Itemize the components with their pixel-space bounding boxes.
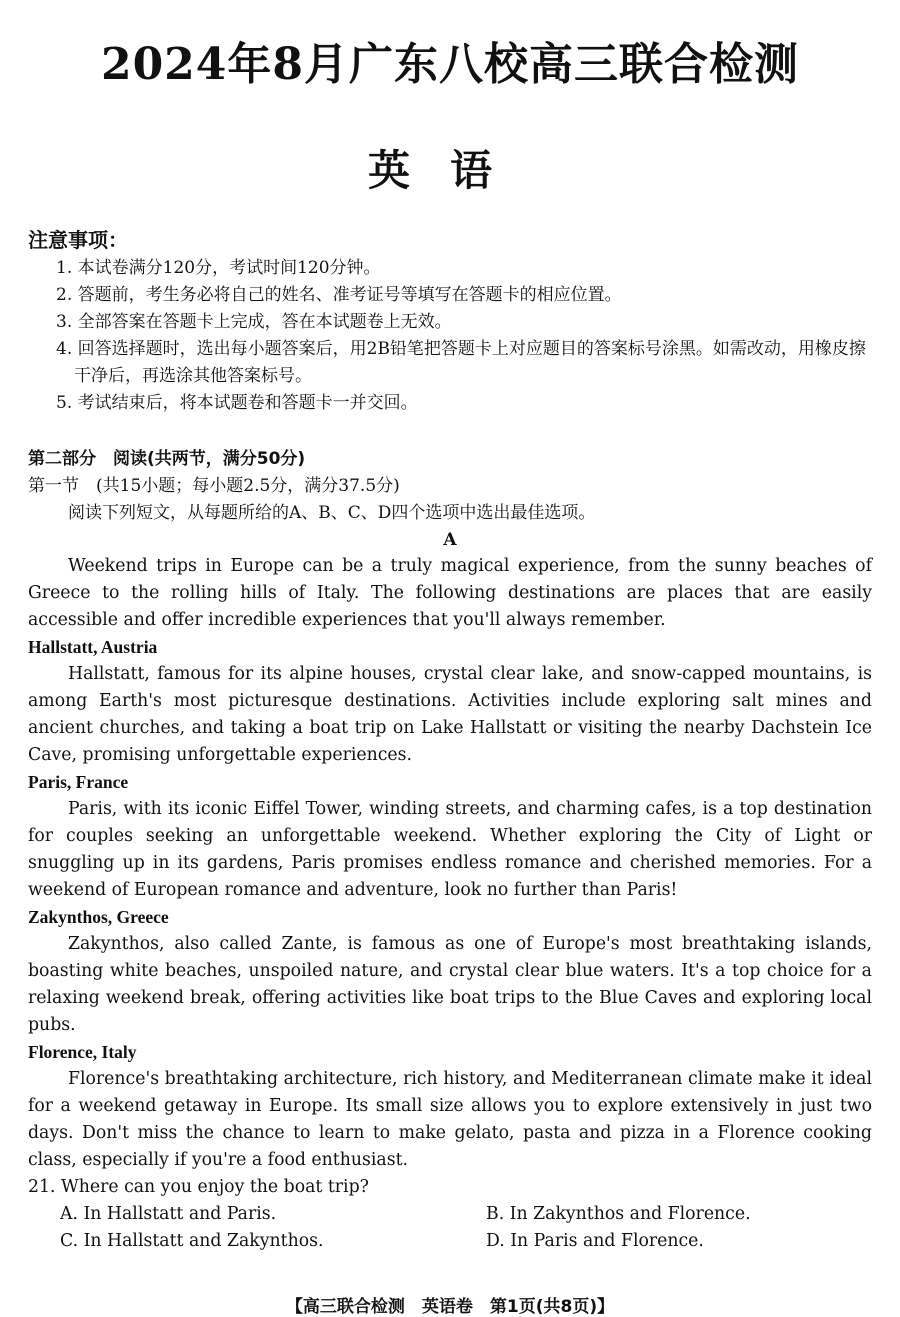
option-a: A. In Hallstatt and Paris. xyxy=(60,1204,277,1224)
place-heading: Zakynthos, Greece xyxy=(28,907,169,927)
notice-item: 1. 本试卷满分120分，考试时间120分钟。 xyxy=(56,258,381,278)
notice-block xyxy=(28,224,878,417)
subsection-heading: 第一节 (共15小题；每小题2.5分，满分37.5分) xyxy=(28,476,400,496)
part-heading xyxy=(28,446,872,473)
place-paragraph: Paris, with its iconic Eiffel Tower, winding streets, and charming cafes, is a top destination for couples seeking an unforgettable weekend. Whether exploring the City of Light or snuggling up in its gardens, Paris promises endless romance and cherished memories. For a weekend of European romance and adventure, look no further than Paris! xyxy=(28,799,872,900)
place-paragraph: Zakynthos, also called Zante, is famous as one of Europe's most breathtaking islands, boasting white beaches, unspoiled nature, and crystal clear blue waters. It's a top choice for a relaxing weekend break, offering activities like boat trips to the Blue Caves and exploring local pubs. xyxy=(28,934,872,1035)
notice-item: 5. 考试结束后，将本试题卷和答题卡一并交回。 xyxy=(56,393,418,413)
part-label: 第二部分 xyxy=(28,449,96,469)
question-stem: 21. Where can you enjoy the boat trip? xyxy=(28,1177,369,1197)
notice-item: 3. 全部答案在答题卡上完成，答在本试题卷上无效。 xyxy=(56,312,452,332)
notice-item: 2. 答题前，考生务必将自己的姓名、准考证号等填写在答题卡的相应位置。 xyxy=(56,285,622,305)
option-c: C. In Hallstatt and Zakynthos. xyxy=(60,1231,324,1251)
place-paragraph: Hallstatt, famous for its alpine houses, crystal clear lake, and snow-capped mountains, is among Earth's most picturesque destinations. Activities include exploring salt mines and ancient churches, and taking a boat trip on Lake Hallstatt or visiting the nearby Dachstein Ice Cave, promising unforgettable experiences. xyxy=(28,664,872,765)
notice-list xyxy=(28,255,878,417)
passage-intro: Weekend trips in Europe can be a truly magical experience, from the sunny beaches of Greece to the rolling hills of Italy. The following destinations are places that are easily accessible and offer incredible experiences that you'll always remember. xyxy=(28,556,872,630)
subject-title: 英语 xyxy=(367,146,532,195)
option-b: B. In Zakynthos and Florence. xyxy=(486,1204,751,1224)
part-title: 阅读(共两节，满分50分) xyxy=(113,449,306,469)
place-heading: Paris, France xyxy=(28,772,129,792)
option-d: D. In Paris and Florence. xyxy=(486,1231,704,1251)
passage-letter: A xyxy=(443,530,457,550)
place-heading: Hallstatt, Austria xyxy=(28,637,158,657)
instruction: 阅读下列短文，从每题所给的A、B、C、D四个选项中选出最佳选项。 xyxy=(68,503,596,523)
question-options xyxy=(28,1201,872,1255)
notice-heading: 注意事项： xyxy=(28,228,128,252)
place-paragraph: Florence's breathtaking architecture, rich history, and Mediterranean climate make it ideal for a weekend getaway in Europe. Its small size allows you to explore extensively in just two days. Don't miss the chance to learn to make gelato, pasta and pizza in a Florence cooking class, especially if you're a food enthusiast. xyxy=(28,1069,872,1170)
exam-title: 2024年8月广东八校高三联合检测 xyxy=(100,39,800,90)
reading-section xyxy=(28,446,872,1255)
page-footer: 【高三联合检测 英语卷 第1页(共8页)】 xyxy=(285,1297,615,1317)
notice-item: 4. 回答选择题时，选出每小题答案后，用2B铅笔把答题卡上对应题目的答案标号涂黑。如需改动，用橡皮擦干净后，再选涂其他答案标号。 xyxy=(56,339,866,386)
place-heading: Florence, Italy xyxy=(28,1042,137,1062)
